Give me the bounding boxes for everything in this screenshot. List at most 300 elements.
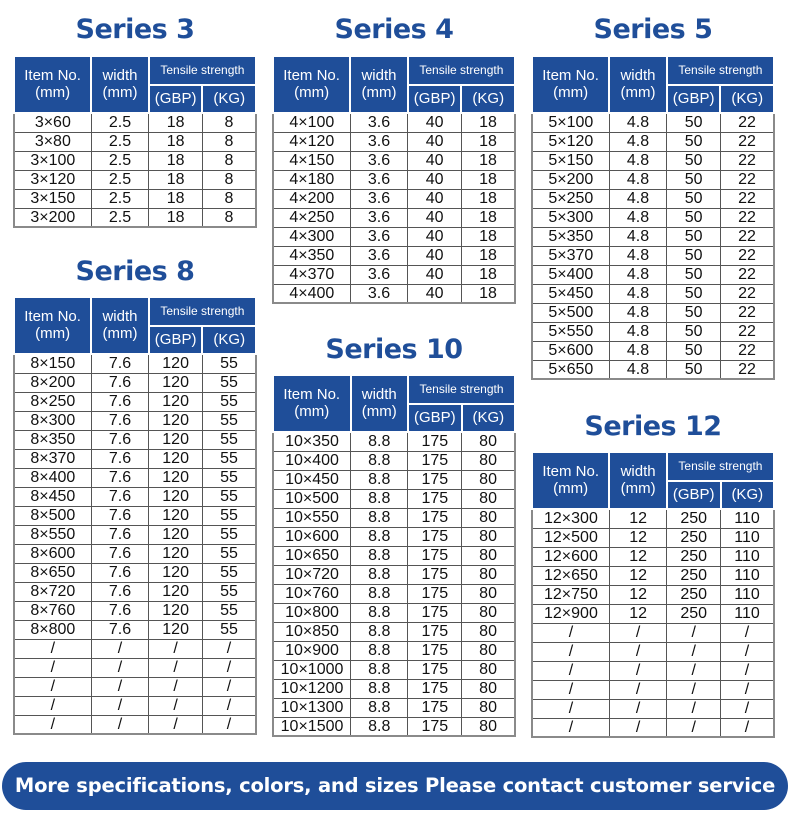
kg-cell: / [721,680,774,699]
width-cell: 4.8 [609,303,667,322]
width-cell: 3.6 [350,151,408,170]
kg-cell: 22 [720,151,774,170]
kg-cell: 8 [202,113,256,132]
table-row [532,246,774,265]
kg-cell: 18 [461,151,515,170]
header-item-no: Item No. (mm) [14,56,91,113]
item-no-cell: / [14,639,91,658]
table-row [273,151,515,170]
series-4-table [272,55,516,304]
kg-cell: 55 [202,601,256,620]
kg-cell: 8 [202,170,256,189]
width-cell: 7.6 [91,487,149,506]
gbp-cell: 40 [408,113,462,132]
kg-cell: 55 [202,354,256,373]
gbp-cell: 40 [408,132,462,151]
gbp-cell: 250 [667,509,721,528]
gbp-cell: 50 [667,284,721,303]
table-row [532,341,774,360]
table-row [532,303,774,322]
kg-cell: 18 [461,265,515,284]
gbp-cell: 175 [408,679,462,698]
item-no-cell: 10×1200 [273,679,351,698]
gbp-cell: / [667,642,721,661]
gbp-cell: 50 [667,132,721,151]
header-kg: (KG) [721,481,774,509]
table-row [273,527,515,546]
kg-cell: 18 [461,246,515,265]
table-row [273,698,515,717]
gbp-cell: 120 [149,582,203,601]
gbp-cell: 250 [667,604,721,623]
gbp-cell: 120 [149,525,203,544]
gbp-cell: 175 [408,508,462,527]
gbp-cell: 175 [408,565,462,584]
kg-cell: 80 [462,660,515,679]
width-cell: / [609,718,667,737]
table-row [14,544,256,563]
table-row [14,601,256,620]
item-no-cell: 10×1300 [273,698,351,717]
gbp-cell: 40 [408,284,462,303]
gbp-cell: 40 [408,227,462,246]
width-cell: 8.8 [351,432,408,451]
table-row [14,506,256,525]
item-no-cell: 8×760 [14,601,91,620]
kg-cell: / [202,677,256,696]
kg-cell: 18 [461,284,515,303]
gbp-cell: 175 [408,546,462,565]
header-gbp: (GBP) [408,404,462,432]
width-cell: 12 [609,547,667,566]
kg-cell: 80 [462,584,515,603]
gbp-cell: 50 [667,170,721,189]
table-row [532,151,774,170]
item-no-cell: 5×350 [532,227,609,246]
item-no-cell: 12×650 [532,566,609,585]
header-width: width (mm) [609,452,667,509]
header-tensile-strength: Tensile strength [667,452,774,481]
table-row [532,566,774,585]
width-cell: 7.6 [91,506,149,525]
gbp-cell: 250 [667,566,721,585]
table-row [273,622,515,641]
table-row [273,679,515,698]
width-cell: 4.8 [609,360,667,379]
item-no-cell: 8×800 [14,620,91,639]
table-row [273,451,515,470]
table-row [273,470,515,489]
width-cell: 8.8 [351,470,408,489]
table-row [14,582,256,601]
item-no-cell: 3×120 [14,170,91,189]
kg-cell: 22 [720,132,774,151]
table-row [14,468,256,487]
width-cell: 8.8 [351,660,408,679]
table-row [532,680,774,699]
header-gbp: (GBP) [149,85,203,113]
gbp-cell: 175 [408,622,462,641]
kg-cell: 22 [720,322,774,341]
item-no-cell: 4×300 [273,227,350,246]
item-no-cell: 5×200 [532,170,609,189]
width-cell: 7.6 [91,563,149,582]
table-row [532,528,774,547]
gbp-cell: / [667,661,721,680]
gbp-cell: / [149,715,203,734]
series-10-table [272,374,516,737]
table-row [14,696,256,715]
width-cell: 3.6 [350,113,408,132]
item-no-cell: 12×300 [532,509,609,528]
gbp-cell: 50 [667,227,721,246]
table-row [14,392,256,411]
table-row [532,170,774,189]
width-cell: / [609,623,667,642]
kg-cell: 18 [461,227,515,246]
gbp-cell: 120 [149,392,203,411]
header-kg: (KG) [462,404,515,432]
width-cell: / [91,715,149,734]
table-row [273,132,515,151]
kg-cell: / [721,718,774,737]
width-cell: 7.6 [91,449,149,468]
gbp-cell: 18 [149,208,203,227]
gbp-cell: 120 [149,449,203,468]
item-no-cell: / [532,623,609,642]
table-row [14,677,256,696]
header-width: width (mm) [91,297,149,354]
item-no-cell: 5×450 [532,284,609,303]
kg-cell: 18 [461,208,515,227]
width-cell: 4.8 [609,132,667,151]
width-cell: 4.8 [609,341,667,360]
kg-cell: 55 [202,506,256,525]
table-row [532,265,774,284]
kg-cell: 8 [202,189,256,208]
series-5-title: Series 5 [593,14,713,45]
item-no-cell: 10×650 [273,546,351,565]
header-width: width (mm) [609,56,667,113]
kg-cell: 22 [720,113,774,132]
kg-cell: 22 [720,189,774,208]
gbp-cell: 18 [149,113,203,132]
gbp-cell: 18 [149,170,203,189]
table-row [14,563,256,582]
kg-cell: / [202,715,256,734]
gbp-cell: 40 [408,265,462,284]
item-no-cell: 10×600 [273,527,351,546]
width-cell: 4.8 [609,113,667,132]
table-row [532,227,774,246]
kg-cell: 110 [721,604,774,623]
series-12-title: Series 12 [584,411,722,442]
item-no-cell: 8×500 [14,506,91,525]
width-cell: / [609,680,667,699]
gbp-cell: 250 [667,528,721,547]
gbp-cell: 18 [149,189,203,208]
table-row [532,208,774,227]
gbp-cell: / [667,718,721,737]
item-no-cell: 8×550 [14,525,91,544]
item-no-cell: 8×650 [14,563,91,582]
gbp-cell: 40 [408,170,462,189]
table-row [273,432,515,451]
item-no-cell: 5×250 [532,189,609,208]
width-cell: 4.8 [609,151,667,170]
kg-cell: / [202,639,256,658]
table-row [14,189,256,208]
item-no-cell: 4×250 [273,208,350,227]
kg-cell: 80 [462,489,515,508]
gbp-cell: 120 [149,563,203,582]
table-row [273,660,515,679]
table-row [14,170,256,189]
item-no-cell: 10×1500 [273,717,351,736]
kg-cell: 22 [720,284,774,303]
width-cell: 8.8 [351,546,408,565]
kg-cell: 110 [721,566,774,585]
table-row [14,354,256,373]
header-width: width (mm) [351,375,408,432]
item-no-cell: / [14,677,91,696]
table-row [532,699,774,718]
header-item-no: Item No. (mm) [273,56,350,113]
width-cell: 8.8 [351,698,408,717]
table-row [273,284,515,303]
item-no-cell: 8×300 [14,411,91,430]
kg-cell: 8 [202,132,256,151]
table-row [14,373,256,392]
item-no-cell: 4×400 [273,284,350,303]
width-cell: 7.6 [91,392,149,411]
table-row [273,170,515,189]
item-no-cell: 10×550 [273,508,351,527]
kg-cell: 80 [462,679,515,698]
gbp-cell: 50 [667,151,721,170]
kg-cell: 55 [202,487,256,506]
kg-cell: 80 [462,527,515,546]
header-item-no: Item No. (mm) [532,452,609,509]
table-row [532,623,774,642]
width-cell: 7.6 [91,354,149,373]
header-item-no: Item No. (mm) [14,297,91,354]
item-no-cell: / [532,661,609,680]
width-cell: 2.5 [91,170,149,189]
header-tensile-strength: Tensile strength [408,56,515,85]
gbp-cell: 40 [408,246,462,265]
item-no-cell: 8×720 [14,582,91,601]
gbp-cell: 120 [149,544,203,563]
table-row [14,487,256,506]
item-no-cell: 10×850 [273,622,351,641]
width-cell: 8.8 [351,584,408,603]
item-no-cell: 3×150 [14,189,91,208]
header-kg: (KG) [202,85,256,113]
item-no-cell: 8×450 [14,487,91,506]
table-row [14,639,256,658]
gbp-cell: 50 [667,113,721,132]
gbp-cell: 120 [149,354,203,373]
table-row [14,620,256,639]
width-cell: / [91,639,149,658]
width-cell: 4.8 [609,246,667,265]
width-cell: 3.6 [350,208,408,227]
kg-cell: 110 [721,547,774,566]
gbp-cell: 175 [408,660,462,679]
table-row [14,449,256,468]
kg-cell: 22 [720,303,774,322]
kg-cell: 80 [462,565,515,584]
item-no-cell: 4×180 [273,170,350,189]
gbp-cell: 18 [149,151,203,170]
kg-cell: 22 [720,170,774,189]
item-no-cell: 10×900 [273,641,351,660]
width-cell: 3.6 [350,227,408,246]
kg-cell: / [721,642,774,661]
width-cell: 7.6 [91,430,149,449]
gbp-cell: 50 [667,360,721,379]
item-no-cell: 8×350 [14,430,91,449]
gbp-cell: 40 [408,151,462,170]
kg-cell: 80 [462,717,515,736]
gbp-cell: 50 [667,189,721,208]
item-no-cell: 12×750 [532,585,609,604]
width-cell: 2.5 [91,113,149,132]
width-cell: 2.5 [91,208,149,227]
gbp-cell: / [149,677,203,696]
width-cell: 3.6 [350,265,408,284]
gbp-cell: 175 [408,603,462,622]
contact-banner: More specifications, colors, and sizes Please contact customer service [2,762,788,810]
width-cell: 8.8 [351,451,408,470]
width-cell: 4.8 [609,284,667,303]
kg-cell: 80 [462,622,515,641]
width-cell: 8.8 [351,679,408,698]
table-row [14,151,256,170]
width-cell: / [609,661,667,680]
kg-cell: 110 [721,509,774,528]
item-no-cell: 8×150 [14,354,91,373]
table-row [273,546,515,565]
table-row [532,585,774,604]
width-cell: 4.8 [609,322,667,341]
gbp-cell: 50 [667,246,721,265]
item-no-cell: / [532,718,609,737]
item-no-cell: 8×600 [14,544,91,563]
item-no-cell: 10×760 [273,584,351,603]
width-cell: 12 [609,585,667,604]
width-cell: 8.8 [351,603,408,622]
kg-cell: 18 [461,113,515,132]
width-cell: 3.6 [350,284,408,303]
kg-cell: 55 [202,620,256,639]
table-row [273,189,515,208]
header-kg: (KG) [461,85,515,113]
kg-cell: 80 [462,603,515,622]
width-cell: 4.8 [609,189,667,208]
width-cell: 8.8 [351,717,408,736]
width-cell: 12 [609,566,667,585]
kg-cell: 80 [462,470,515,489]
table-row [532,322,774,341]
item-no-cell: 10×400 [273,451,351,470]
table-row [14,208,256,227]
kg-cell: 18 [461,132,515,151]
gbp-cell: 40 [408,208,462,227]
header-width: width (mm) [91,56,149,113]
header-tensile-strength: Tensile strength [408,375,515,404]
kg-cell: 110 [721,528,774,547]
kg-cell: 55 [202,430,256,449]
width-cell: / [609,642,667,661]
width-cell: 3.6 [350,189,408,208]
kg-cell: 22 [720,360,774,379]
gbp-cell: 120 [149,468,203,487]
width-cell: 4.8 [609,265,667,284]
kg-cell: 22 [720,265,774,284]
kg-cell: 80 [462,546,515,565]
kg-cell: 55 [202,544,256,563]
kg-cell: 22 [720,341,774,360]
gbp-cell: / [149,639,203,658]
item-no-cell: 10×500 [273,489,351,508]
table-row [14,525,256,544]
header-width: width (mm) [350,56,408,113]
series-3-table [13,55,257,228]
header-tensile-strength: Tensile strength [149,297,256,326]
table-row [273,489,515,508]
gbp-cell: / [667,623,721,642]
item-no-cell: 3×200 [14,208,91,227]
table-row [273,265,515,284]
item-no-cell: / [532,699,609,718]
gbp-cell: 175 [408,584,462,603]
gbp-cell: 175 [408,717,462,736]
item-no-cell: 5×650 [532,360,609,379]
table-row [273,603,515,622]
item-no-cell: 5×400 [532,265,609,284]
gbp-cell: 120 [149,601,203,620]
kg-cell: / [721,661,774,680]
item-no-cell: 8×400 [14,468,91,487]
item-no-cell: 4×150 [273,151,350,170]
width-cell: 4.8 [609,208,667,227]
table-row [532,661,774,680]
gbp-cell: 175 [408,489,462,508]
table-row [273,227,515,246]
kg-cell: 22 [720,208,774,227]
table-row [532,718,774,737]
width-cell: 2.5 [91,151,149,170]
width-cell: / [91,658,149,677]
kg-cell: 18 [461,189,515,208]
item-no-cell: 4×370 [273,265,350,284]
gbp-cell: 120 [149,430,203,449]
table-row [532,132,774,151]
item-no-cell: 5×100 [532,113,609,132]
table-row [273,717,515,736]
kg-cell: 22 [720,227,774,246]
width-cell: 7.6 [91,373,149,392]
item-no-cell: 4×200 [273,189,350,208]
item-no-cell: / [532,680,609,699]
kg-cell: 55 [202,563,256,582]
series-8-title: Series 8 [75,256,195,287]
width-cell: 2.5 [91,132,149,151]
width-cell: 7.6 [91,582,149,601]
item-no-cell: 3×80 [14,132,91,151]
